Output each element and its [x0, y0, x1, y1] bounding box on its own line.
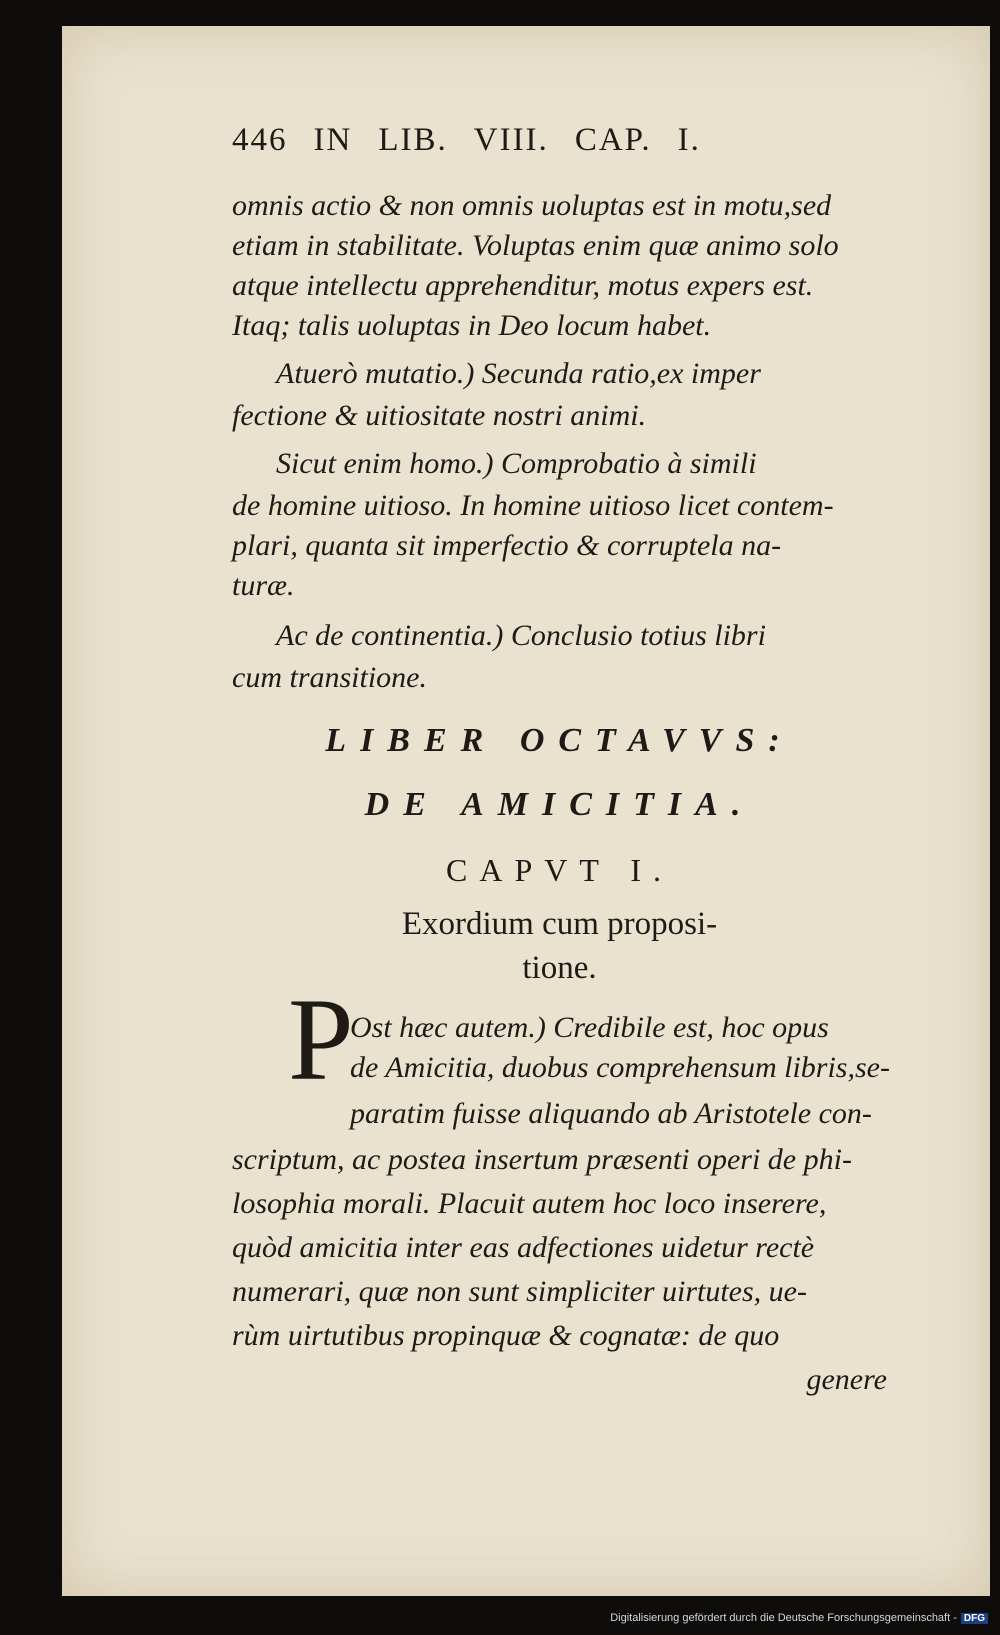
text-line: atque intellectu apprehenditur, motus expers est. — [232, 269, 814, 302]
text-line: quòd amicitia inter eas adfectiones uidetur rectè — [232, 1231, 815, 1264]
header-word: CAP. — [574, 122, 652, 158]
text-line: de Amicitia, duobus comprehensum libris,se- — [350, 1051, 890, 1084]
text-line: Atuerò mutatio.) Secunda ratio,ex imper — [276, 357, 761, 390]
text-line: turæ. — [232, 569, 295, 602]
text-line: Ost hæc autem.) Credibile est, hoc opus — [350, 1011, 829, 1044]
text-line: fectione & uitiositate nostri animi. — [232, 399, 647, 432]
text-line: scriptum, ac postea insertum præsenti operi de phi- — [232, 1143, 852, 1176]
dfg-logo: DFG — [961, 1613, 988, 1624]
running-header — [232, 122, 887, 159]
text-line: Sicut enim homo.) Comprobatio à simili — [276, 447, 757, 480]
section-title-line-2: tione. — [522, 950, 597, 986]
text-line: omnis actio & non omnis uoluptas est in motu,sed — [232, 189, 832, 222]
drop-cap: P — [288, 974, 354, 1105]
header-word: VIII. — [473, 122, 549, 158]
text-line: paratim fuisse aliquando ab Aristotele con- — [350, 1097, 872, 1130]
text-line: de homine uitioso. In homine uitioso licet contem- — [232, 489, 834, 522]
section-title-line-1: Exordium cum proposi- — [401, 906, 718, 942]
chapter-heading: CAPVT I. — [446, 852, 673, 888]
catchword: genere — [806, 1363, 887, 1396]
book-subtitle: DE AMICITIA. — [364, 786, 755, 823]
header-word: IN — [313, 122, 353, 158]
text-line: losophia morali. Placuit autem hoc loco inserere, — [232, 1187, 827, 1220]
text-line: Ac de continentia.) Conclusio totius libri — [276, 619, 766, 652]
text-line: rùm uirtutibus propinquæ & cognatæ: de quo — [232, 1319, 780, 1352]
credit-text: Digitalisierung gefördert durch die Deutsche Forschungsgemeinschaft - — [610, 1612, 957, 1624]
digitization-credit — [610, 1612, 988, 1624]
text-line: etiam in stabilitate. Voluptas enim quæ animo solo — [232, 229, 839, 262]
header-word: I. — [677, 122, 701, 158]
text-line: cum transitione. — [232, 661, 427, 694]
text-line: plari, quanta sit imperfectio & corruptela na- — [232, 529, 782, 562]
book-title: LIBER OCTAVVS: — [325, 722, 794, 759]
text-line: numerari, quæ non sunt simpliciter uirtutes, ue- — [232, 1275, 807, 1308]
header-word: LIB. — [378, 122, 448, 158]
page-number: 446 — [232, 122, 288, 158]
text-line: Itaq; talis uoluptas in Deo locum habet. — [232, 309, 712, 342]
